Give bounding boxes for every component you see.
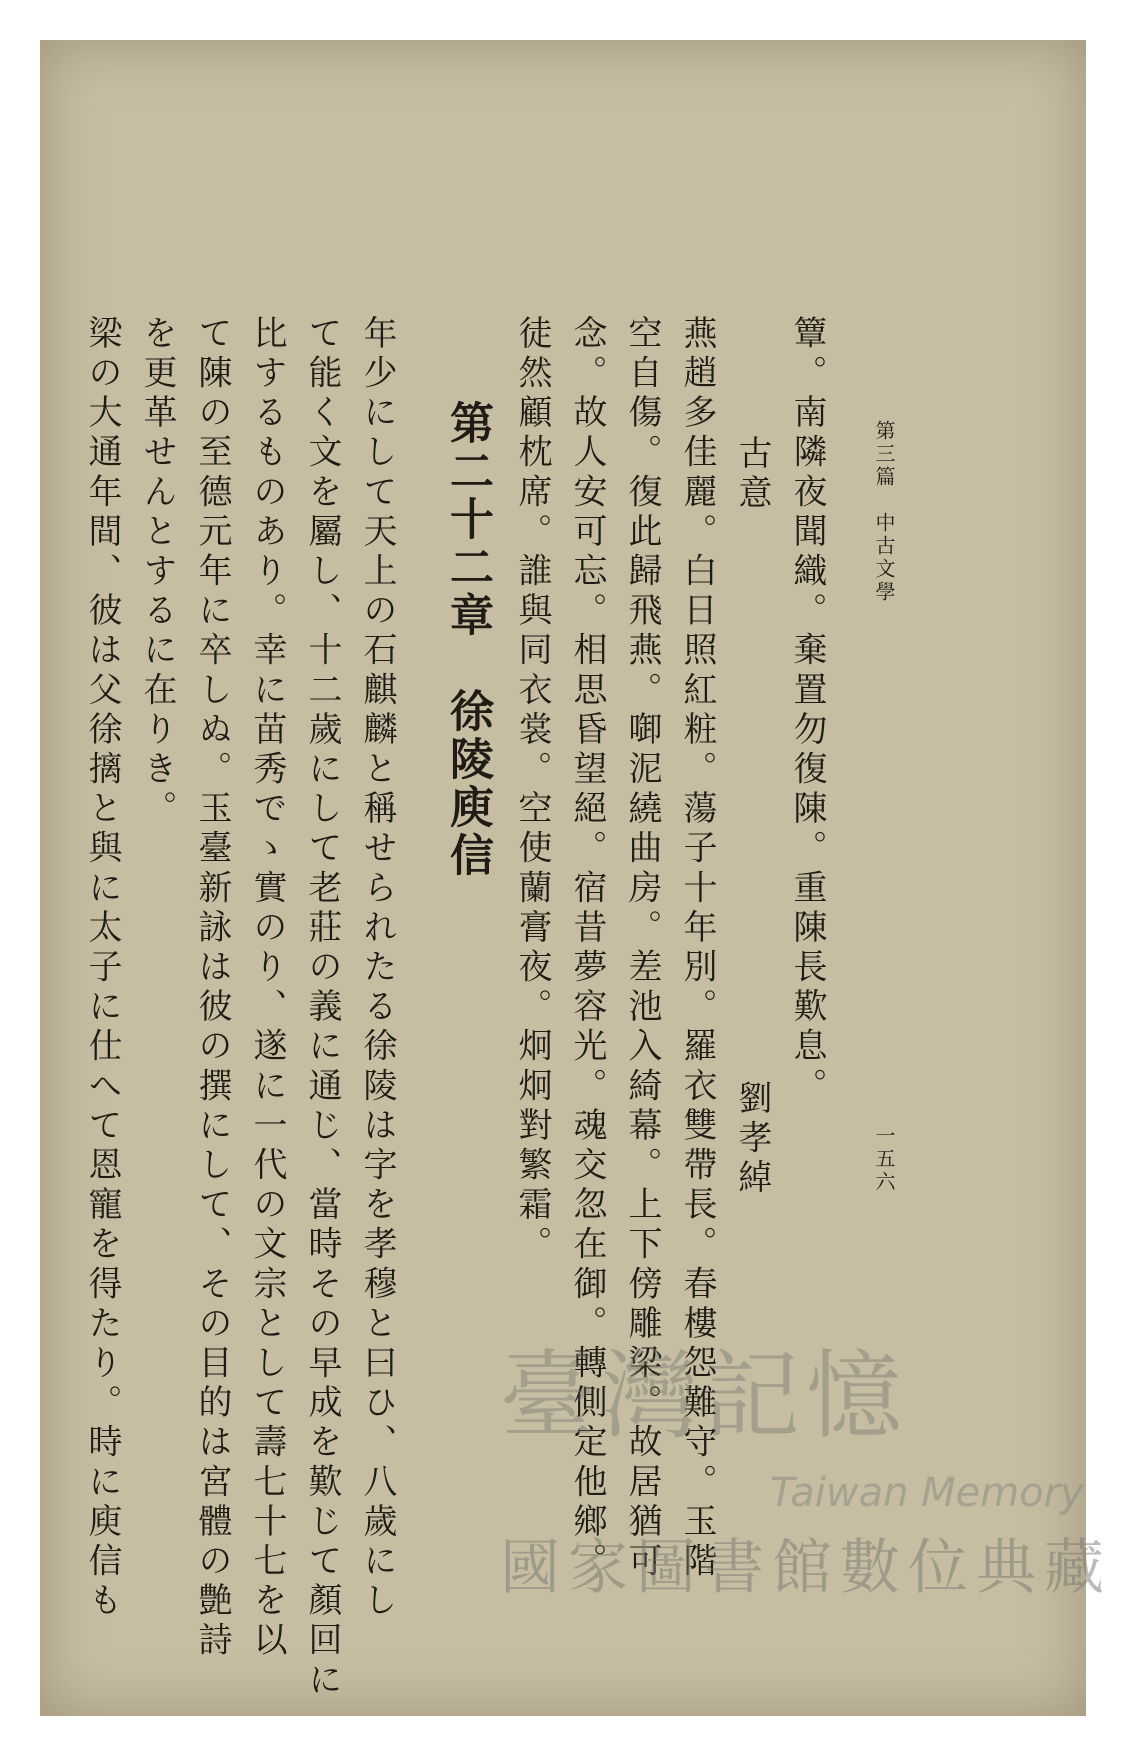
running-title: 第三篇 中古文學 [872, 420, 896, 604]
watermark-chinese: 國家圖書館數位典藏 [500, 1533, 1112, 1603]
prose-line-1: 年少にして天上の石麒麟と稱せられたる徐陵は字を孝穆と曰ひ、八歲にし [357, 315, 397, 1622]
watermark-english: Taiwan Memory [770, 1470, 1084, 1516]
prose-line-4: て陳の至德元年に卒しぬ。玉臺新詠は彼の撰にして、その目的は宮體の艶詩 [192, 315, 232, 1662]
poem-line-2: 燕趙多佳麗。白日照紅粧。蕩子十年別。羅衣雙帶長。春樓怨難守。玉階 [677, 315, 717, 1583]
watermark-logo: 臺灣記憶 [500, 1340, 908, 1452]
prose-line-5: を更革せんとするに在りき。 [137, 315, 177, 830]
poem-title: 古意 [732, 435, 772, 515]
prose-line-3: 比するものあり。幸に苗秀でゝ實のり、遂に一代の文宗として壽七十七を以 [247, 315, 287, 1662]
poem-line-4: 念。故人安可忘。相思昏望絕。宿昔夢容光。魂交忽在御。轉側定他鄉。 [567, 315, 607, 1583]
prose-line-6: 梁の大通年間、彼は父徐摛と與に太子に仕へて恩寵を得たり。時に庾信も [82, 315, 122, 1622]
poem-line-5: 徒然顧枕席。誰與同衣裳。空使蘭膏夜。炯炯對繁霜。 [512, 315, 552, 1266]
poem-line-1: 簟。南隣夜聞織。棄置勿復陳。重陳長歎息。 [787, 315, 827, 1107]
poem-author: 劉孝綽 [732, 1080, 772, 1199]
poem-line-3: 空自傷。復此歸飛燕。啣泥繞曲房。差池入綺幕。上下傍雕梁。故居猶可 [622, 315, 662, 1583]
prose-line-2: て能く文を屬し、十二歲にして老莊の義に通じ、當時その早成を歎じて顏回に [302, 315, 342, 1701]
book-page [40, 40, 1086, 1716]
chapter-title: 第二十二章 徐陵庾信 [442, 400, 493, 880]
page-number: 一五六 [872, 1125, 896, 1194]
